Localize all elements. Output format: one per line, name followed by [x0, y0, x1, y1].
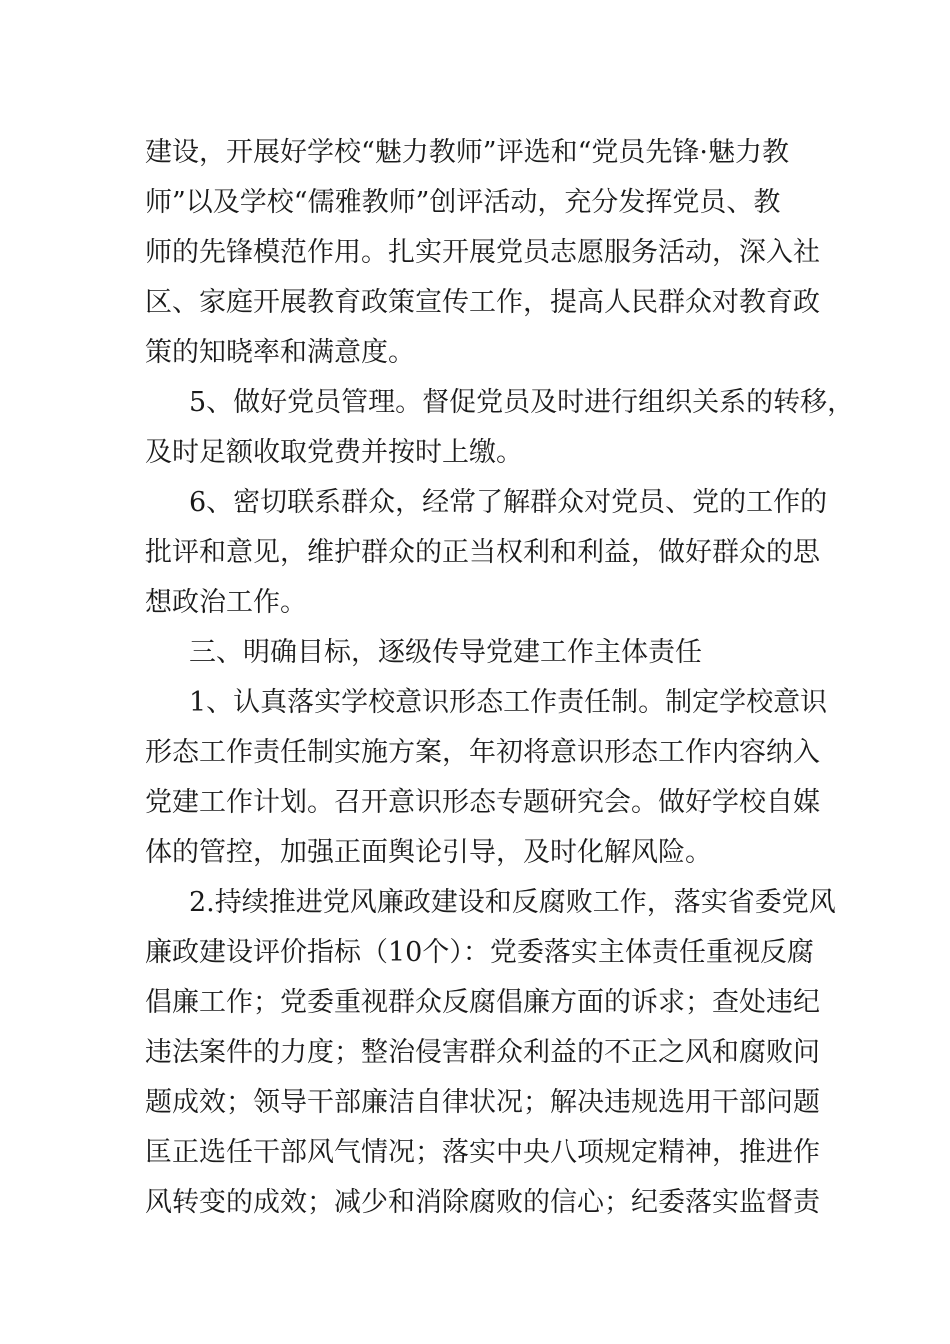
paragraph-line: 师”以及学校“儒雅教师”创评活动，充分发挥党员、教 [145, 187, 781, 218]
paragraph-line: 策的知晓率和满意度。 [145, 337, 415, 368]
paragraph-line: 1、认真落实学校意识形态工作责任制。制定学校意识 [189, 687, 828, 718]
paragraph-line: 倡廉工作；党委重视群众反腐倡廉方面的诉求；查处违纪 [145, 987, 820, 1018]
paragraph-line: 违法案件的力度；整治侵害群众利益的不正之风和腐败问 [145, 1037, 820, 1068]
paragraph-line: 风转变的成效；减少和消除腐败的信心；纪委落实监督责 [145, 1187, 820, 1218]
paragraph-line: 匡正选任干部风气情况；落实中央八项规定精神，推进作 [145, 1137, 820, 1168]
paragraph-line: 体的管控，加强正面舆论引导，及时化解风险。 [145, 837, 712, 868]
paragraph-line: 批评和意见，维护群众的正当权利和利益，做好群众的思 [145, 537, 820, 568]
paragraph-line: 题成效；领导干部廉洁自律状况；解决违规选用干部问题 [145, 1087, 820, 1118]
paragraph-line: 想政治工作。 [145, 587, 307, 618]
paragraph-line: 6、密切联系群众，经常了解群众对党员、党的工作的 [189, 487, 828, 518]
paragraph-line: 党建工作计划。召开意识形态专题研究会。做好学校自媒 [145, 787, 820, 818]
section-heading: 三、明确目标，逐级传导党建工作主体责任 [189, 637, 702, 668]
paragraph-line: 区、家庭开展教育政策宣传工作，提高人民群众对教育政 [145, 287, 820, 318]
paragraph-line: 廉政建设评价指标（10个）：党委落实主体责任重视反腐 [145, 937, 814, 968]
paragraph-line: 建设，开展好学校“魅力教师”评选和“党员先锋·魅力教 [145, 137, 789, 168]
paragraph-line: 2.持续推进党风廉政建设和反腐败工作，落实省委党风 [189, 887, 836, 918]
paragraph-line: 及时足额收取党费并按时上缴。 [145, 437, 523, 468]
paragraph-line: 5、做好党员管理。督促党员及时进行组织关系的转移， [189, 387, 855, 418]
body-text [145, 128, 855, 1228]
paragraph-line: 形态工作责任制实施方案，年初将意识形态工作内容纳入 [145, 737, 820, 768]
paragraph-line: 师的先锋模范作用。扎实开展党员志愿服务活动，深入社 [145, 237, 820, 268]
